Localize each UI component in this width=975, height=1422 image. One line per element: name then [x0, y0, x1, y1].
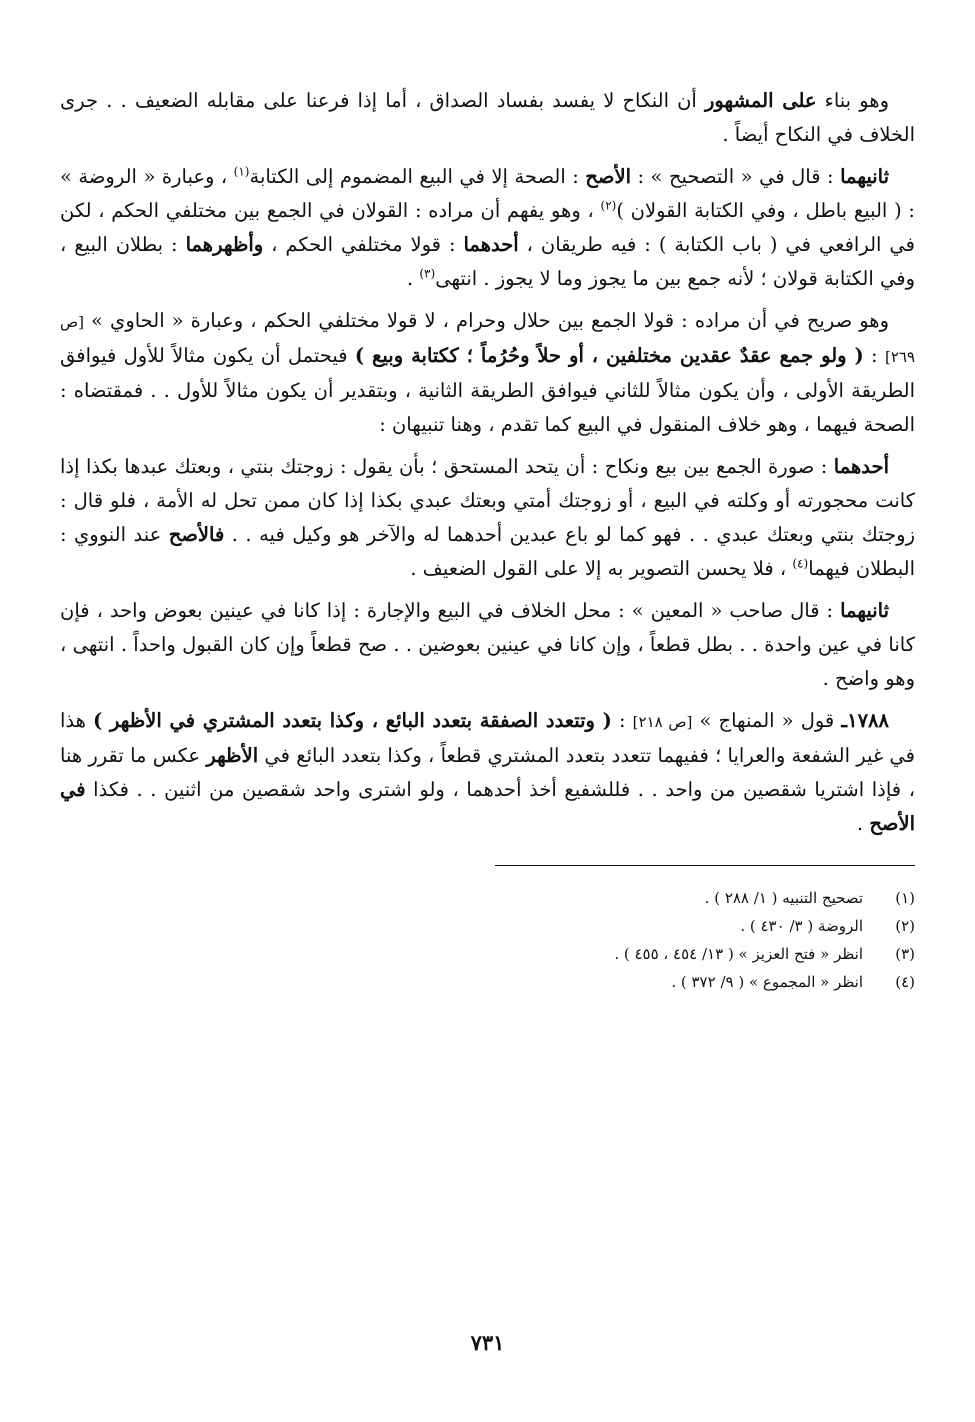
- text-run: : قال صاحب « المعين » : محل الخلاف في البيع والإجارة : إذا كانا في عينين بعوض واحد ، فإن كانا في عين واحدة . . بطل قطعاً ، وإن كانا في عينين بعوضين . . صح قطعاً وإن كان القبول واحداً . انتهى ، وهو واضح .: [60, 599, 915, 690]
- paragraph: [60, 450, 915, 586]
- text-run: عند النووي : البطلان فيهما: [60, 523, 915, 580]
- footnote-text: الروضة ( ٣/ ٤٣٠ ) .: [740, 917, 863, 935]
- footnote: [60, 968, 915, 996]
- footnote-marker: (١): [233, 164, 250, 179]
- text-run: ، وعبارة « الروضة » : ( البيع باطل ، وفي الكتابة القولان ): [60, 165, 915, 222]
- text-run: : قولا مختلفي الحكم ،: [263, 233, 464, 256]
- bold-term: في الأصح: [60, 778, 915, 835]
- bold-term: ثانيهما: [840, 599, 889, 622]
- footnote-text: تصحيح التنبيه ( ١/ ٢٨٨ ) .: [704, 889, 863, 907]
- footnote-separator: [495, 865, 915, 866]
- text-run: : قال في « التصحيح » :: [630, 165, 841, 188]
- paragraph: [60, 704, 915, 841]
- footnote-marker: (٣): [419, 266, 436, 281]
- footnote-number: (٢): [895, 917, 915, 935]
- text-run: : صورة الجمع بين بيع ونكاح : أن يتحد المستحق ؛ بأن يقول : زوجتك بنتي ، وبعتك عبدها بكذا إذا كانت محجورته أو وكلته في البيع ، أو زوجتك أمتي وبعتك عبدي بكذا إذا كان ممن تحل له الأمة ، فلو قال : زوجتك بنتي وبعتك عبدي . . فهو كما لو باع عبدين أحدهما له والآخر هو وكيل فيه . .: [60, 455, 915, 546]
- text-run: وهو صريح في أن مراده : قولا الجمع بين حلال وحرام ، لا قولا مختلفي الحكم ، وعبارة « الحاوي »: [84, 309, 889, 332]
- text-run: وهو بناء: [816, 89, 890, 112]
- footnote-number: (٤): [895, 973, 915, 991]
- bold-term: أحدهما: [463, 233, 519, 256]
- footnotes: [60, 884, 915, 996]
- footnote: [60, 940, 915, 968]
- bold-term: وأظهرهما: [185, 233, 264, 256]
- text-run: فيحتمل أن يكون مثالاً للأول فيوافق الطريقة الأولى ، وأن يكون مثالاً للثاني فيوافق الطريقة الثانية ، وبتقدير أن يكون مثالاً للأول . . فمقتضاه : الصحة فيهما ، وهو خلاف المنقول في البيع كما تقدم ، وهنا تنبيهان :: [60, 344, 915, 436]
- text-run: قول « المنهاج »: [692, 709, 842, 732]
- text-run: :: [611, 709, 633, 732]
- paragraph: [60, 84, 915, 152]
- bold-term: ( وتتعدد الصفقة بتعدد البائع ، وكذا بتعدد المشتري في الأظهر ): [93, 709, 612, 732]
- page-number: ٧٣١: [470, 1330, 505, 1355]
- footnote: [60, 912, 915, 940]
- paragraph: [60, 594, 915, 696]
- footnote-marker: (٢): [600, 198, 617, 213]
- page-reference: [ص ٢١٨]: [632, 713, 693, 731]
- footnote-text: انظر « فتح العزيز » ( ١٣/ ٤٥٤ ، ٤٥٥ ) .: [614, 945, 863, 963]
- page-reference: [ص ٢٦٩]: [60, 313, 915, 366]
- paragraph: [60, 160, 915, 296]
- text-run: ، فلا يحسن التصوير به إلا على القول الضعيف .: [410, 557, 793, 580]
- bold-term: الأصح: [585, 165, 631, 188]
- text-run: .: [856, 812, 870, 835]
- bold-term: فالأصح: [168, 523, 225, 546]
- bold-term: ( ولو جمع عقدٌ عقدين مختلفين ، أو حلاً وحُرُماً ؛ ككتابة وبيع ): [354, 344, 864, 367]
- bold-term: أحدهما: [833, 455, 889, 478]
- bold-term: على المشهور: [704, 89, 817, 112]
- footnote-number: (٣): [895, 945, 915, 963]
- main-text: [60, 84, 915, 841]
- text-run: أن النكاح لا يفسد بفساد الصداق ، أما إذا فرعنا على مقابله الضعيف . . جرى الخلاف في النكاح أيضاً .: [60, 89, 915, 146]
- text-run: : بطلان البيع ، وفي الكتابة قولان ؛ لأنه جمع بين ما يجوز وما لا يجوز . انتهى: [60, 233, 915, 290]
- paragraph: [60, 304, 915, 442]
- footnote-text: انظر « المجموع » ( ٩/ ٣٧٢ ) .: [671, 973, 863, 991]
- footnote-marker: (٤): [792, 556, 809, 571]
- text-run: عكس ما تقرر هنا ، فإذا اشتريا شقصين من واحد . . فللشفيع أخذ أحدهما ، ولو اشترى واحد شقصين من اثنين . . فكذا: [60, 744, 915, 801]
- text-run: .: [406, 267, 420, 290]
- text-run: ، وهو يفهم أن مراده : القولان في الجمع بين مختلفي الحكم ، لكن في الرافعي في ( باب الكتابة ) : فيه طريقان ،: [60, 199, 916, 256]
- text-run: :: [863, 344, 885, 367]
- text-run: : الصحة إلا في البيع المضموم إلى الكتابة: [249, 165, 586, 188]
- text-run: هذا في غير الشفعة والعرايا ؛ ففيهما تتعدد بتعدد المشتري قطعاً ، وكذا بتعدد البائع في: [60, 709, 915, 767]
- bold-term: الأظهر: [206, 744, 259, 767]
- footnote: [60, 884, 915, 912]
- footnote-number: (١): [895, 889, 915, 907]
- bold-term: ثانيهما: [840, 165, 889, 188]
- bold-term: ١٧٨٨ـ: [841, 709, 889, 732]
